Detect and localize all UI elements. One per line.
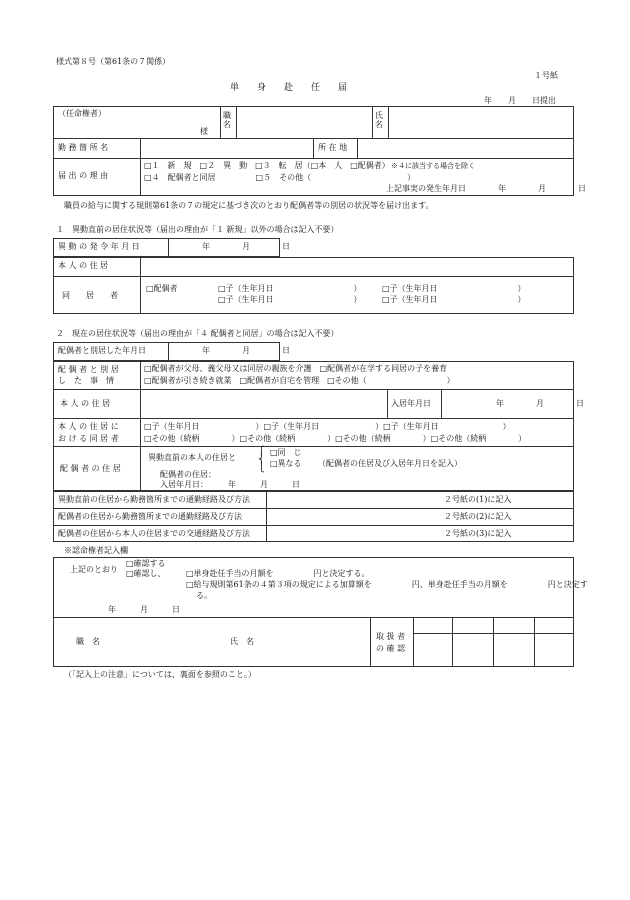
appointer-name-field[interactable]: [389, 108, 573, 136]
brace-icon: ⎧ ⎨ ⎩: [258, 447, 265, 474]
reason-note: ※４に該当する場合を除く: [391, 162, 475, 170]
sheet-number: １号紙: [534, 71, 558, 80]
section1-child-a1[interactable]: □子（生年月日 ）: [218, 284, 362, 293]
appointer-name-label: 氏名: [375, 111, 383, 129]
transfer-date-label: 異 動 の 発 令 年 月 日: [58, 242, 140, 251]
option-2-cont: る。: [196, 591, 212, 600]
submit-date: 年 月 日提出: [484, 96, 556, 105]
reason-options-line2[interactable]: □４ 配偶者と同居 □５ その他（ ）: [144, 173, 416, 182]
confirm-checkbox[interactable]: □確認する: [126, 559, 166, 568]
different-note: （配偶者の住居及び入居年月日を記入）: [318, 459, 462, 468]
section1-spouse-checkbox[interactable]: □配偶者: [146, 284, 178, 293]
route-2-label: 配偶者の住居から勤務箇所までの通勤経路及び方法: [58, 512, 242, 521]
separate-date-label: 配偶者と別居した年月日: [58, 346, 146, 355]
cohab-label-2: お け る 同 居 者: [58, 434, 119, 443]
confirm2-checkbox[interactable]: □確認し、: [126, 569, 166, 578]
form-title: 単 身 赴 任 届: [230, 83, 348, 93]
route-3-label: 配偶者の住居から本人の住居までの交通経路及び方法: [58, 529, 250, 538]
move-in-value[interactable]: 年 月 日: [496, 399, 584, 408]
section1-child-b2[interactable]: □子（生年月日 ）: [382, 295, 526, 304]
different-checkbox[interactable]: □異なる: [270, 459, 302, 468]
route-2-ref: ２号紙の(2)に記入: [444, 512, 512, 521]
appointer-post-field[interactable]: [237, 108, 371, 136]
pre-transfer-label: 異動直前の本人の住居と: [148, 453, 236, 462]
appointer-honorific: 様: [200, 127, 208, 136]
section2-heading: ２ 現在の居住状況等（届出の理由が「４ 配偶者と同居」の場合は記入不要）: [56, 329, 339, 338]
office-name-label: 勤 務 箇 所 名: [58, 143, 109, 152]
option-2[interactable]: □給与規則第61条の４第３項の規定による加算額を 円、単身赴任手当の月額を 円と決定す: [186, 580, 588, 589]
separate-date-value[interactable]: 年 月 日: [202, 346, 290, 355]
handler-label-1: 取 扱 者: [376, 632, 406, 641]
move-in-label: 入居年月日: [391, 399, 431, 408]
footer-note: （「記入上の注意」については、裏面を参照のこと。）: [64, 670, 256, 679]
handler-label-2: の 確 認: [376, 644, 406, 653]
form-code: 様式第８号（第61条の７関係）: [56, 57, 171, 66]
cohab-label-1: 本 人 の 住 居 に: [58, 422, 119, 431]
circumstance-options-line1[interactable]: □配偶者が父母、義父母又は同居の親族を介護 □配偶者が在学する同居の子を養育: [144, 364, 448, 373]
section1-self-address-field[interactable]: [142, 259, 572, 274]
spouse-move-in: 入居年月日： 年 月 日: [160, 480, 300, 489]
certifier-heading: ※認命権者記入欄: [64, 546, 128, 555]
reason-label: 届 出 の 理 由: [58, 171, 109, 180]
section1-self-address-label: 本 人 の 住 居: [58, 261, 109, 270]
cohab-children-line[interactable]: □子（生年月日 ）□子（生年月日 ）□子（生年月日 ）: [144, 422, 511, 431]
appointer-post-label: 職名: [223, 111, 231, 129]
reason-options-line1[interactable]: □１ 新 規 □２ 異 動 □３ 転 居（□本 人 □配偶者）: [144, 161, 390, 170]
section1-child-a2[interactable]: □子（生年月日 ）: [218, 295, 362, 304]
same-checkbox[interactable]: □同 じ: [270, 448, 302, 457]
office-location-field[interactable]: [359, 140, 573, 156]
spouse-address-label: 配 偶 者 の 住 居: [60, 464, 121, 473]
circumstance-label-1: 配 偶 者 と 別 居: [58, 365, 119, 374]
option-1[interactable]: □単身赴任手当の月額を 円と決定する。: [186, 569, 370, 578]
route-1-ref: ２号紙の(1)に記入: [444, 495, 512, 504]
transfer-date-value[interactable]: 年 月 日: [202, 242, 290, 251]
circumstance-label-2: し た 事 情: [58, 376, 114, 385]
appointer-label: （任命権者）: [58, 109, 106, 118]
reason-occurrence-date: 上記事実の発生年月日 年 月 日: [386, 184, 586, 193]
section2-self-address-label: 本 人 の 住 居: [60, 399, 111, 408]
certifier-name-label: 氏 名: [230, 637, 254, 646]
section1-cohabitant-label: 同 居 者: [62, 291, 118, 300]
section2-self-address-field[interactable]: [142, 391, 385, 416]
section1-heading: １ 異動直前の居住状況等（届出の理由が「１ 新規」以外の場合は記入不要）: [56, 225, 339, 234]
certifier-intro: 上記のとおり: [70, 565, 118, 574]
office-name-field[interactable]: [142, 140, 312, 156]
spouse-address-sub: 配偶者の住居：: [160, 470, 216, 479]
section1-child-b1[interactable]: □子（生年月日 ）: [382, 284, 526, 293]
intro-text: 職員の給与に関する規則第61条の７の規定に基づき次のとおり配偶者等の別居の状況等を届け出ます。: [64, 201, 434, 210]
office-location-label: 所 在 地: [318, 143, 348, 152]
route-3-ref: ２号紙の(3)に記入: [444, 529, 512, 538]
certifier-post-label: 職 名: [76, 637, 100, 646]
cohab-others-line[interactable]: □その他（続柄 ）□その他（続柄 ）□その他（続柄 ）□その他（続柄 ）: [144, 434, 527, 443]
route-1-label: 異動直前の住居から勤務箇所までの通勤経路及び方法: [58, 495, 250, 504]
circumstance-options-line2[interactable]: □配偶者が引き続き就業 □配偶者が自宅を管理 □その他（ ）: [144, 376, 455, 385]
certifier-date[interactable]: 年 月 日: [108, 605, 180, 614]
